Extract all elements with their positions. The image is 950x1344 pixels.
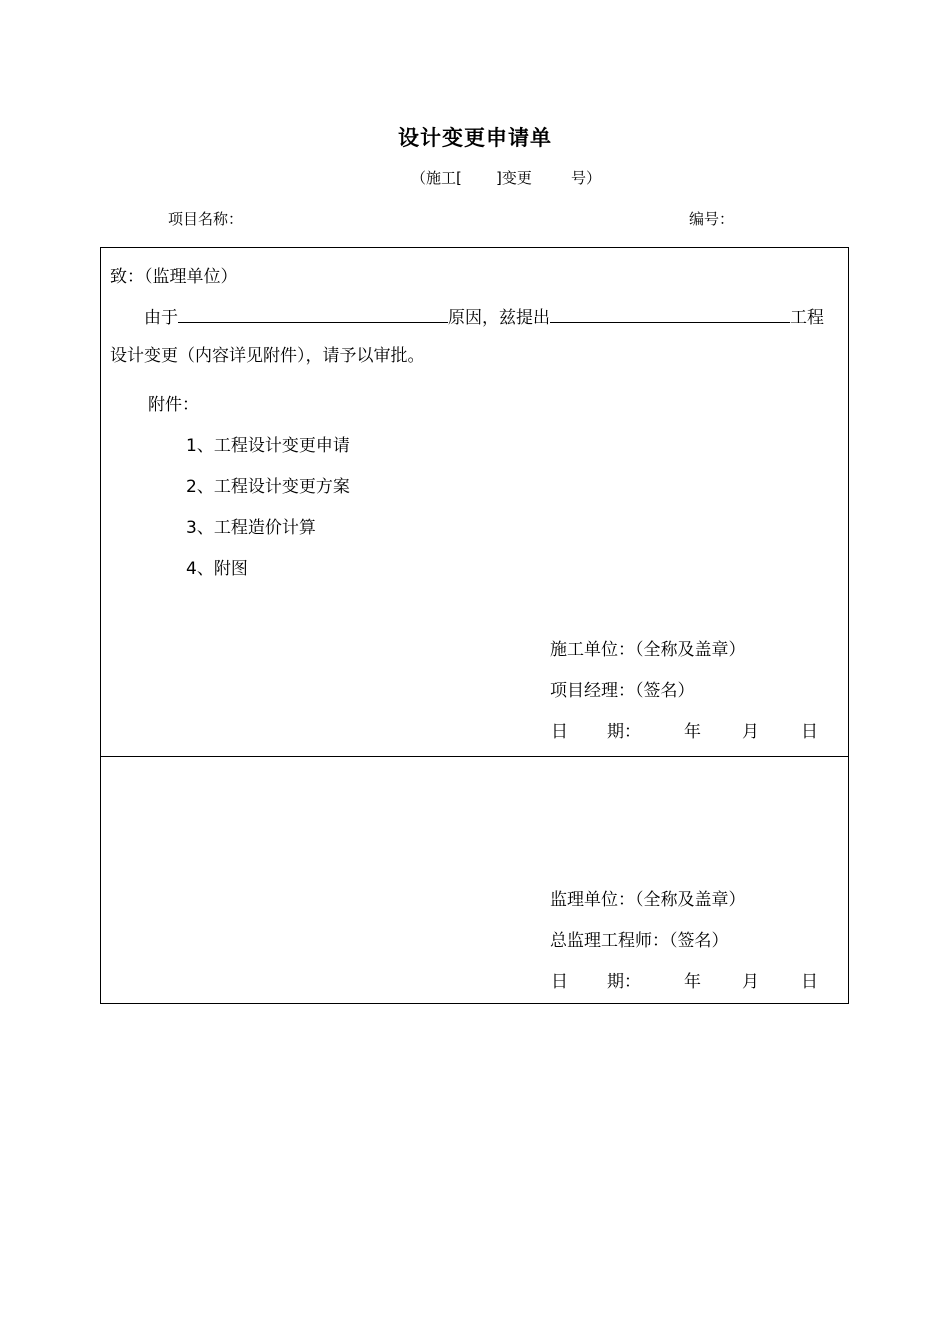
reason-line <box>144 303 824 328</box>
project-name-label: 项目名称： <box>168 210 244 228</box>
subtitle-mid: ]变更 <box>496 169 532 187</box>
reason-blank[interactable] <box>178 303 448 323</box>
attachment-item: 4、附图 <box>186 559 248 579</box>
attachments-label: 附件： <box>148 395 199 415</box>
reason-suffix: 工程 <box>790 308 824 328</box>
date-period-label: 期： <box>607 972 641 992</box>
date-day: 日 <box>801 722 818 742</box>
reason-mid: 原因，兹提出 <box>448 308 550 328</box>
date-day-label: 日 <box>551 972 568 992</box>
date-period-label: 期： <box>607 722 641 742</box>
date-year: 年 <box>684 722 701 742</box>
project-blank[interactable] <box>550 303 790 323</box>
date-day: 日 <box>801 972 818 992</box>
project-manager-label: 项目经理：（签名） <box>550 681 695 701</box>
date-month: 月 <box>742 722 759 742</box>
date-day-label: 日 <box>551 722 568 742</box>
contractor-unit-label: 施工单位：（全称及盖章） <box>550 640 746 660</box>
attachment-item: 3、工程造价计算 <box>186 518 316 538</box>
reason-prefix: 由于 <box>144 308 178 328</box>
addressee-line: 致：（监理单位） <box>110 267 238 287</box>
attachment-item: 1、工程设计变更申请 <box>186 436 350 456</box>
chief-engineer-label: 总监理工程师：（签名） <box>550 931 729 951</box>
date-month: 月 <box>742 972 759 992</box>
section-divider <box>101 756 848 757</box>
subtitle-suffix: 号） <box>571 169 602 187</box>
number-label: 编号： <box>689 210 735 228</box>
subtitle-prefix: （施工[ <box>411 169 462 187</box>
form-title: 设计变更申请单 <box>398 126 552 150</box>
form-table <box>100 247 849 1004</box>
date-year: 年 <box>684 972 701 992</box>
attachment-item: 2、工程设计变更方案 <box>186 477 350 497</box>
supervision-unit-label: 监理单位：（全称及盖章） <box>550 890 746 910</box>
request-body-line: 设计变更（内容详见附件），请予以审批。 <box>110 346 425 366</box>
